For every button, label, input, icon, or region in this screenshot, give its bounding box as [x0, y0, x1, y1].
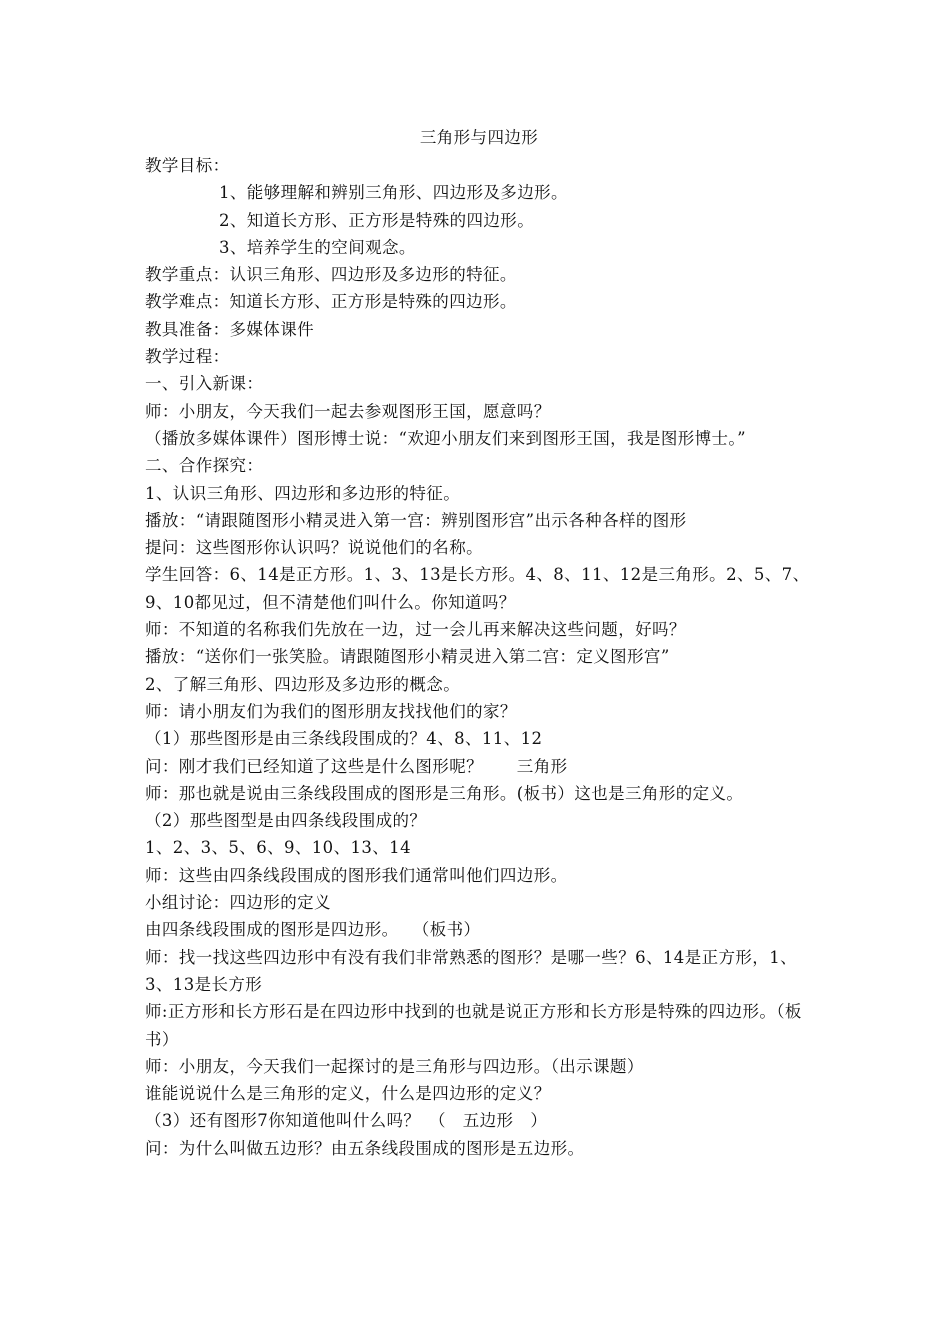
paragraph: （1）那些图形是由三条线段围成的？4、8、11、12 — [145, 729, 543, 749]
paragraph: （3）还有图形7你知道他叫什么吗？ （ 五边形 ） — [145, 1111, 548, 1131]
paragraph: 师：那也就是说由三条线段围成的图形是三角形。(板书）这也是三角形的定义。 — [145, 783, 744, 803]
objective-item: 1、能够理解和辨别三角形、四边形及多边形。 — [219, 183, 568, 203]
paragraph: 2、了解三角形、四边形及多边形的概念。 — [145, 674, 461, 694]
paragraph: 师：小朋友，今天我们一起去参观图形王国，愿意吗？ — [145, 401, 551, 421]
paragraph: 师：找一找这些四边形中有没有我们非常熟悉的图形？是哪一些？6、14是正方形，1、3、13是长方形 — [145, 947, 797, 994]
objective-item: 3、培养学生的空间观念。 — [219, 237, 416, 257]
paragraph: 问：刚才我们已经知道了这些是什么图形呢？ 三角形 — [145, 756, 568, 776]
paragraph: 提问：这些图形你认识吗？说说他们的名称。 — [145, 538, 483, 558]
paragraph: 师：这些由四条线段围成的图形我们通常叫他们四边形。 — [145, 865, 568, 885]
paragraph: （播放多媒体课件）图形博士说：“欢迎小朋友们来到图形王国，我是图形博士。” — [145, 428, 746, 448]
paragraph: 播放：“请跟随图形小精灵进入第一宫：辨别图形宫”出示各种各样的图形 — [145, 510, 687, 530]
document-body — [145, 124, 813, 1162]
paragraph: 学生回答：6、14是正方形。1、3、13是长方形。4、8、11、12是三角形。2、5、7、9、10都见过，但不清楚他们叫什么。你知道吗？ — [145, 565, 810, 612]
section-heading: 二、合作探究： — [145, 456, 264, 476]
paragraph: 师:正方形和长方形石是在四边形中找到的也就是说正方形和长方形是特殊的四边形。（板书） — [145, 1002, 802, 1049]
process-heading: 教学过程： — [145, 347, 230, 367]
paragraph: 师：不知道的名称我们先放在一边，过一会儿再来解决这些问题，好吗？ — [145, 620, 686, 640]
page-title: 三角形与四边形 — [419, 128, 539, 147]
paragraph: 播放：“送你们一张笑脸。请跟随图形小精灵进入第二宫：定义图形宫” — [145, 647, 670, 667]
paragraph: 谁能说说什么是三角形的定义，什么是四边形的定义？ — [145, 1084, 551, 1104]
paragraph: 1、认识三角形、四边形和多边形的特征。 — [145, 483, 461, 503]
objective-item: 2、知道长方形、正方形是特殊的四边形。 — [219, 210, 535, 230]
key-points: 教学重点：认识三角形、四边形及多边形的特征。 — [145, 265, 517, 285]
difficult-points: 教学难点：知道长方形、正方形是特殊的四边形。 — [145, 292, 517, 312]
paragraph: 师：请小朋友们为我们的图形朋友找找他们的家？ — [145, 701, 517, 721]
objectives-heading: 教学目标： — [145, 156, 230, 175]
paragraph: （2）那些图型是由四条线段围成的？ — [145, 811, 427, 831]
paragraph: 师：小朋友，今天我们一起探讨的是三角形与四边形。（出示课题） — [145, 1056, 644, 1076]
paragraph: 1、2、3、5、6、9、10、13、14 — [145, 838, 411, 858]
section-heading: 一、引入新课： — [145, 374, 264, 394]
paragraph: 小组讨论：四边形的定义 — [145, 893, 331, 913]
teaching-aids: 教具准备：多媒体课件 — [145, 319, 314, 339]
paragraph: 问：为什么叫做五边形？由五条线段围成的图形是五边形。 — [145, 1138, 585, 1158]
paragraph: 由四条线段围成的图形是四边形。 （板书） — [145, 920, 481, 940]
